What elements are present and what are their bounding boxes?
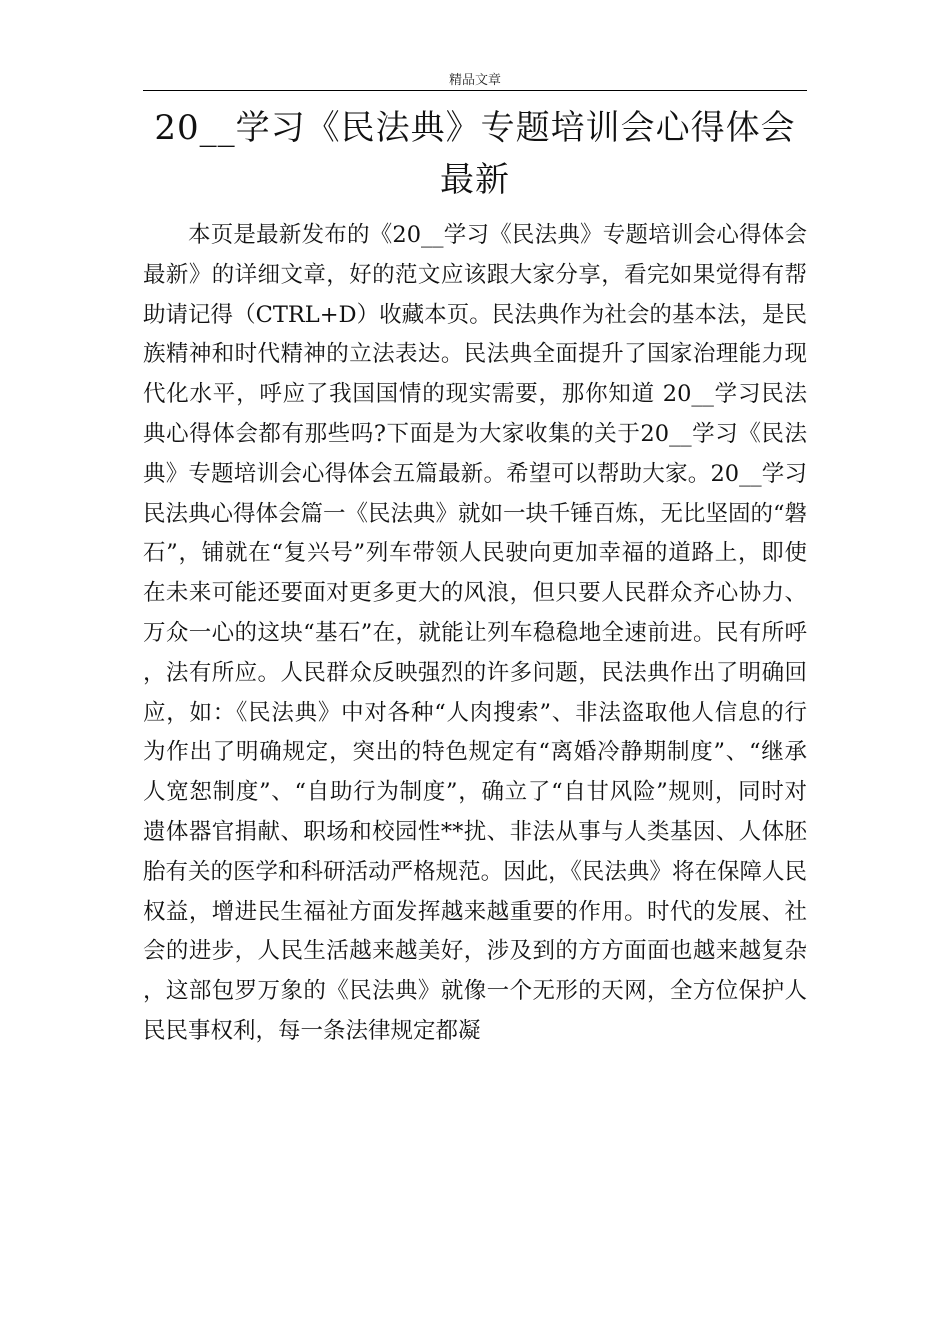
document-body: 本页是最新发布的《20__学习《民法典》专题培训会心得体会最新》的详细文章，好的范文应该跟大家分享，看完如果觉得有帮助请记得（CTRL+D）收藏本页。民法典作为社会的基本法，是民族精神和时代精神的立法表达。民法典全面提升了国家治理能力现代化水平，呼应了我国国情的现实需要，那你知道 20__学习民法典心得体会都有那些吗?下面是为大家收集的关于20__学习《民法典》专题培训会心得体会五篇最新。希望可以帮助大家。20__学习民法典心得体会篇一《民法典》就如一块千锤百炼，无比坚固的“磐石”，铺就在“复兴号”列车带领人民驶向更加幸福的道路上，即使在未来可能还要面对更多更大的风浪，但只要人民群众齐心协力、万众一心的这块“基石”在，就能让列车稳稳地全速前进。民有所呼，法有所应。人民群众反映强烈的许多问题，民法典作出了明确回应，如：《民法典》中对各种“人肉搜索”、非法盗取他人信息的行为作出了明确规定，突出的特色规定有“离婚冷静期制度”、“继承人宽恕制度”、“自助行为制度”，确立了“自甘风险”规则，同时对遗体器官捐献、职场和校园性**扰、非法从事与人类基因、人体胚胎有关的医学和科研活动严格规范。因此，《民法典》将在保障人民权益，增进民生福祉方面发挥越来越重要的作用。时代的发展、社会的进步，人民生活越来越美好，涉及到的方方面面也越来越复杂，这部包罗万象的《民法典》就像一个无形的天网，全方位保护人民民事权利，每一条法律规定都凝 <box>143 222 808 1044</box>
document-title: 20__学习《民法典》专题培训会心得体会最新 <box>154 108 796 200</box>
header-divider <box>143 90 807 91</box>
running-header: 精品文章 <box>448 73 501 88</box>
